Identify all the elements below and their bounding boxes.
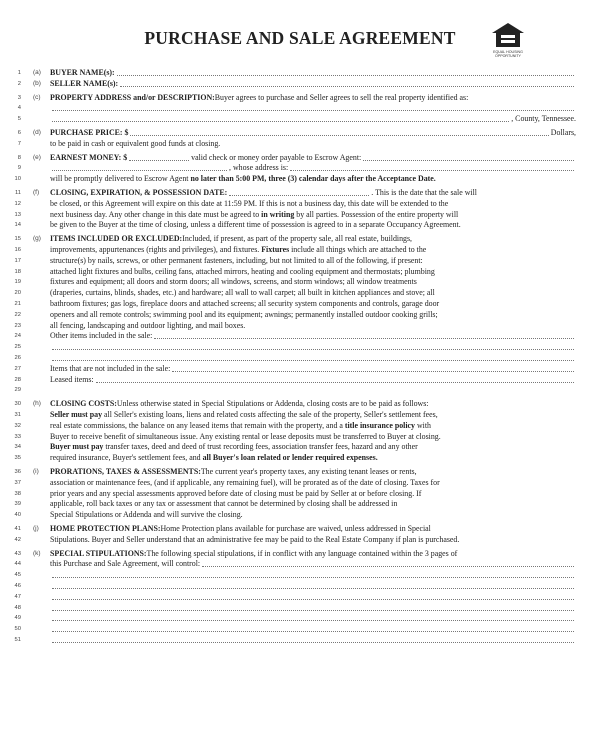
line-number: 11 xyxy=(14,190,21,196)
line-text: real estate commissions, the balance on any leased items that remain with the property, and a title insurance policy with xyxy=(50,420,432,430)
line-number: 27 xyxy=(14,365,21,372)
line-text: all fencing, landscaping and outdoor lighting, and mail boxes. xyxy=(50,320,246,330)
line-number: 39 xyxy=(14,501,21,508)
line-text xyxy=(50,592,576,602)
line-number: 16 xyxy=(14,247,21,253)
line-number: 41 xyxy=(14,526,21,532)
line-47 xyxy=(0,592,600,602)
section-letter: (c) xyxy=(33,93,41,101)
line-text: Stipulations. Buyer and Seller understand that an administrative fee may be paid to the Real Estate Company if plan is purchased. xyxy=(50,534,460,544)
section-letter: (j) xyxy=(33,525,39,532)
line-text: PURCHASE PRICE: $ Dollars, xyxy=(50,128,576,137)
line-11 xyxy=(0,188,600,198)
line-number: 35 xyxy=(14,455,21,462)
document-title: PURCHASE AND SALE AGREEMENT xyxy=(144,28,456,48)
line-number: 29 xyxy=(14,387,21,394)
line-43 xyxy=(0,549,600,559)
line-35 xyxy=(0,453,600,463)
line-49 xyxy=(0,613,600,623)
line-20 xyxy=(0,288,600,298)
fill-in-blank[interactable] xyxy=(117,68,574,76)
line-number: 44 xyxy=(14,561,21,568)
line-23 xyxy=(0,321,600,331)
fill-in-blank[interactable] xyxy=(52,163,227,171)
line-text: prior years and any special assessments approved before date of closing must be paid by Seller at or before closing. If xyxy=(50,488,422,498)
line-text: Seller must pay all Seller's existing loans, liens and related costs affecting the sale of the property, Seller's settlement fees, xyxy=(50,410,438,419)
fill-in-blank[interactable] xyxy=(130,128,548,136)
line-13 xyxy=(0,210,600,220)
line-number: 48 xyxy=(14,604,21,611)
line-9 xyxy=(0,163,600,173)
line-1 xyxy=(0,68,600,78)
line-text: openers and all remote controls; swimming pool and its equipment; awnings; permanently installed outdoor cooking grills; xyxy=(50,309,438,319)
line-number: 40 xyxy=(14,512,21,519)
line-number: 15 xyxy=(14,236,21,243)
line-text: Buyer to receive benefit of simultaneous issue. Any existing rental or lease deposits must be transferred to Buyer at closing. xyxy=(50,431,441,441)
line-text: ITEMS INCLUDED OR EXCLUDED: Included, if present, as part of the property sale, all real estate, buildings, xyxy=(50,234,413,244)
line-number: 43 xyxy=(14,550,21,557)
line-number: 4 xyxy=(17,105,21,112)
line-text: this Purchase and Sale Agreement, will control: xyxy=(50,559,576,569)
fill-in-blank[interactable] xyxy=(202,559,574,567)
line-number: 19 xyxy=(14,279,21,286)
line-number: 14 xyxy=(14,222,21,229)
fill-in-blank[interactable] xyxy=(52,570,574,578)
line-text: PRORATIONS, TAXES & ASSESSMENTS: The current year's property taxes, any existing tenant leases or rents, xyxy=(50,467,417,476)
house-icon xyxy=(489,22,527,50)
line-number: 46 xyxy=(14,583,21,589)
fill-in-blank[interactable] xyxy=(154,331,574,339)
line-number: 49 xyxy=(14,615,21,622)
line-46 xyxy=(0,581,600,591)
line-text xyxy=(50,570,576,580)
line-26 xyxy=(0,353,600,363)
line-16 xyxy=(0,245,600,255)
line-text: association or maintenance fees, (and if applicable, any remaining fuel), will be prorated as of the date of closing. Taxes for xyxy=(50,477,440,487)
line-number: 12 xyxy=(14,200,21,207)
line-text: Buyer must pay transfer taxes, deed and deed of trust recording fees, association transfer fees, hazard and any other xyxy=(50,442,418,452)
line-number: 47 xyxy=(14,593,21,600)
line-text: PROPERTY ADDRESS and/or DESCRIPTION: Buyer agrees to purchase and Seller agrees to sell the real property identified as: xyxy=(50,92,469,102)
line-text: , County, Tennessee. xyxy=(50,114,576,124)
line-number: 51 xyxy=(14,637,21,643)
line-42 xyxy=(0,535,600,545)
line-text: to be paid in cash or equivalent good funds at closing. xyxy=(50,138,221,148)
line-number: 6 xyxy=(17,130,21,136)
line-number: 2 xyxy=(17,80,21,87)
line-text xyxy=(50,603,576,613)
line-number: 18 xyxy=(14,268,21,275)
line-text: (draperies, curtains, blinds, shades, etc.) and hardware; all wall to wall carpet; all built in kitchen appliances and stove; all xyxy=(50,288,435,298)
section-letter: (i) xyxy=(33,468,39,475)
line-number: 38 xyxy=(14,490,21,497)
line-text: SPECIAL STIPULATIONS: The following special stipulations, if in conflict with any language contained within the 3 pages of xyxy=(50,548,458,558)
line-37 xyxy=(0,478,600,488)
line-number: 21 xyxy=(14,301,21,307)
line-text: be given to the Buyer at the time of closing, unless a different time of possession is agreed to in a separate Occupancy Agreement. xyxy=(50,220,461,230)
fill-in-blank[interactable] xyxy=(96,375,574,383)
line-number: 20 xyxy=(14,290,21,297)
line-text: improvements, appurtenances (rights and privileges), and fixtures. Fixtures include all things which are attached to the xyxy=(50,245,427,254)
line-44 xyxy=(0,559,600,569)
line-number: 26 xyxy=(14,355,21,361)
line-text: CLOSING, EXPIRATION, & POSSESSION DATE: . This is the date that the sale will xyxy=(50,188,477,197)
fill-in-blank[interactable] xyxy=(52,635,574,643)
line-number: 28 xyxy=(14,376,21,383)
line-number: 7 xyxy=(17,140,21,147)
line-32 xyxy=(0,421,600,431)
line-7 xyxy=(0,139,600,149)
line-number: 34 xyxy=(14,444,21,451)
line-50 xyxy=(0,624,600,634)
fill-in-blank[interactable] xyxy=(52,353,574,361)
line-text: required insurance, Buyer's settlement fees, and all Buyer's loan related or lender required expenses. xyxy=(50,453,378,463)
fill-in-blank[interactable] xyxy=(120,79,574,87)
line-number: 24 xyxy=(14,333,21,340)
line-number: 31 xyxy=(14,412,21,418)
equal-housing-logo xyxy=(489,22,527,58)
line-number: 32 xyxy=(14,422,21,429)
fill-in-blank[interactable] xyxy=(52,114,509,122)
line-number: 1 xyxy=(17,70,21,76)
line-6 xyxy=(0,128,600,138)
line-text: EARNEST MONEY: $ valid check or money order payable to Escrow Agent: xyxy=(50,153,576,163)
line-29 xyxy=(0,385,600,395)
line-34 xyxy=(0,442,600,452)
line-3 xyxy=(0,93,600,103)
line-text xyxy=(50,581,576,591)
line-text: bathroom fixtures; gas logs, fireplace doors and attached screens; all security system components and controls, garage door xyxy=(50,299,440,308)
line-number: 8 xyxy=(17,154,21,161)
section-letter: (k) xyxy=(33,549,41,557)
fill-in-blank[interactable] xyxy=(363,153,574,161)
line-text: CLOSING COSTS: Unless otherwise stated in Special Stipulations or Addenda, closing costs are to be paid as follows: xyxy=(50,399,429,409)
line-text: applicable, roll back taxes or any tax or assessment that cannot be determined by closing shall be addressed in xyxy=(50,499,398,509)
line-number: 5 xyxy=(17,116,21,123)
line-number: 9 xyxy=(17,165,21,172)
fill-in-blank[interactable] xyxy=(172,364,574,372)
line-30 xyxy=(0,399,600,409)
line-text xyxy=(50,624,576,634)
fill-in-blank[interactable] xyxy=(52,603,574,611)
line-text xyxy=(50,613,576,623)
line-text: SELLER NAME(s): xyxy=(50,79,576,89)
line-text xyxy=(50,353,576,363)
line-number: 50 xyxy=(14,626,21,633)
logo-caption: EQUAL HOUSING OPPORTUNITY xyxy=(493,50,523,58)
line-text xyxy=(50,342,576,352)
fill-in-blank[interactable] xyxy=(52,613,574,621)
line-number: 36 xyxy=(14,469,21,475)
line-14 xyxy=(0,220,600,230)
line-12 xyxy=(0,199,600,209)
section-letter: (g) xyxy=(33,235,41,243)
line-4 xyxy=(0,103,600,113)
line-text: be closed, or this Agreement will expire on this date at 11:59 PM. If this is not a business day, this date will be extended to the xyxy=(50,198,449,208)
line-21 xyxy=(0,299,600,309)
line-text: attached light fixtures and bulbs, ceiling fans, attached mirrors, heating and cooling equipment and thermostats; plumbing xyxy=(50,266,435,276)
line-number: 33 xyxy=(14,433,21,440)
line-38 xyxy=(0,489,600,499)
line-number: 37 xyxy=(14,479,21,486)
line-text: , whose address is: xyxy=(50,163,576,173)
section-letter: (d) xyxy=(33,129,41,136)
line-28 xyxy=(0,375,600,385)
line-19 xyxy=(0,277,600,287)
fill-in-blank[interactable] xyxy=(52,592,574,600)
fill-in-blank[interactable] xyxy=(52,624,574,632)
line-text: Other items included in the sale: xyxy=(50,331,576,341)
line-text: will be promptly delivered to Escrow Agent no later than 5:00 PM, three (3) calendar days after the Acceptance Date. xyxy=(50,174,436,184)
line-number: 25 xyxy=(14,344,21,351)
line-40 xyxy=(0,510,600,520)
line-33 xyxy=(0,432,600,442)
section-letter: (b) xyxy=(33,79,41,87)
line-number: 3 xyxy=(17,94,21,101)
line-18 xyxy=(0,267,600,277)
section-letter: (e) xyxy=(33,153,41,161)
line-8 xyxy=(0,153,600,163)
line-15 xyxy=(0,234,600,244)
line-number: 22 xyxy=(14,311,21,318)
line-45 xyxy=(0,570,600,580)
line-text xyxy=(50,103,576,113)
line-10 xyxy=(0,174,600,184)
line-number: 23 xyxy=(14,322,21,329)
section-letter: (f) xyxy=(33,189,40,196)
line-2 xyxy=(0,79,600,89)
line-text: Leased items: xyxy=(50,375,576,385)
line-number: 42 xyxy=(14,536,21,543)
line-24 xyxy=(0,331,600,341)
line-48 xyxy=(0,603,600,613)
section-letter: (h) xyxy=(33,400,41,408)
fill-in-blank[interactable] xyxy=(229,188,369,196)
line-51 xyxy=(0,635,600,645)
line-31 xyxy=(0,410,600,420)
line-number: 10 xyxy=(14,176,21,183)
line-text: Special Stipulations or Addenda and will survive the closing. xyxy=(50,510,243,520)
line-text: next business day. Any other change in this date must be agreed to in writing by all parties. Possession of the entire property will xyxy=(50,209,459,219)
fill-in-blank[interactable] xyxy=(52,581,574,589)
line-text: BUYER NAME(s): xyxy=(50,68,576,78)
fill-in-blank[interactable] xyxy=(129,153,189,161)
line-text: fixtures and equipment; all doors and storm doors; all windows, screens, and storm windows; all window treatments xyxy=(50,277,417,287)
fill-in-blank[interactable] xyxy=(52,103,574,111)
line-number: 17 xyxy=(14,257,21,264)
line-41 xyxy=(0,524,600,534)
line-number: 30 xyxy=(14,401,21,408)
line-text: structure(s) by nails, screws, or other permanent fasteners, including, but not limited to all of the following, if present: xyxy=(50,255,423,265)
line-5 xyxy=(0,114,600,124)
line-22 xyxy=(0,310,600,320)
line-text: Items that are not included in the sale: xyxy=(50,364,576,374)
line-36 xyxy=(0,467,600,477)
line-number: 13 xyxy=(14,211,21,218)
line-25 xyxy=(0,342,600,352)
line-27 xyxy=(0,364,600,374)
line-17 xyxy=(0,256,600,266)
line-text xyxy=(50,635,576,645)
fill-in-blank[interactable] xyxy=(52,342,574,350)
section-letter: (a) xyxy=(33,69,41,76)
fill-in-blank[interactable] xyxy=(290,163,574,171)
line-text: HOME PROTECTION PLANS: Home Protection plans available for purchase are waived, unless addressed in Special xyxy=(50,524,431,533)
line-39 xyxy=(0,499,600,509)
line-number: 45 xyxy=(14,572,21,579)
